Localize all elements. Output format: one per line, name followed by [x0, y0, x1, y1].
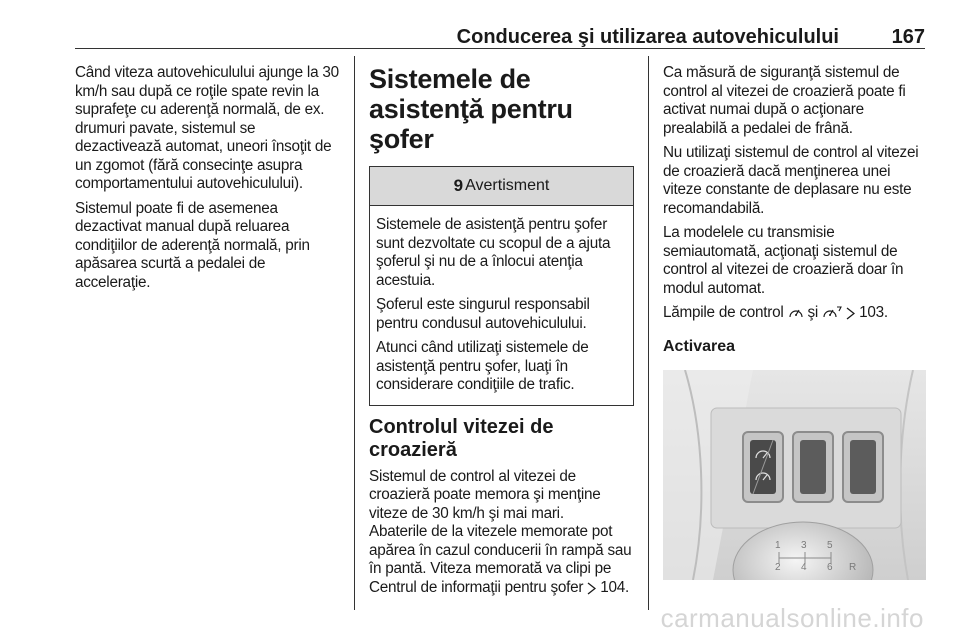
column-middle [369, 64, 634, 606]
paragraph-text: Lămpile de control [663, 304, 784, 321]
dashboard-switch-figure [663, 370, 926, 580]
column-divider [354, 56, 355, 610]
warning-body [370, 206, 633, 405]
gear-label: 6 [827, 561, 833, 573]
column-right [663, 64, 928, 580]
paragraph: Nu utilizaţi sistemul de control al vitezei de croazieră dacă menţinerea unei viteze constante de deplasare nu este recomandabilă. [663, 144, 919, 217]
page-reference[interactable]: 103. [859, 304, 888, 321]
speed-limiter-lamp-icon [822, 305, 842, 326]
warning-header [370, 167, 633, 206]
page-reference[interactable]: 104. [600, 578, 630, 596]
column-left [75, 64, 340, 298]
warning-paragraph: Sistemele de asistenţă pentru şofer sunt dezvoltate cu scopul de a ajuta şoferul şi nu de a înlocui atenţia acestuia. [376, 216, 611, 289]
paragraph-text: Abaterile de la vitezele memorate pot apărea în cazul conducerii în rampă sau în pantă. Viteza memorată va clipi pe Centrul de informaţii pentru şofer [369, 523, 632, 596]
cruise-control-lamp-icon [788, 305, 804, 326]
gear-label: 3 [801, 539, 807, 551]
gear-label: R [849, 561, 857, 573]
gear-label: 5 [827, 539, 833, 551]
warning-icon: 9 [453, 176, 464, 195]
watermark: carmanualsonline.info [660, 603, 924, 633]
warning-paragraph: Atunci când utilizaţi sistemele de asistenţă pentru şofer, luaţi în considerare condiţiile de trafic. [376, 339, 589, 393]
paragraph: Când viteza autovehiculului ajunge la 30 km/h sau după ce roţile spate revin la suprafeţe cu aderenţă normală, de ex. drumuri pavate, sistemul se dezactivează automat, uneori însoţit de un zgomot (fără consecinţe asupra comportamentului autovehiculului). [75, 64, 339, 192]
paragraph-text: şi [807, 304, 819, 321]
paragraph: La modelele cu transmisie semiautomată, acţionaţi sistemul de control al vitezei de croazieră doar în modul automat. [663, 224, 904, 297]
paragraph: Sistemul poate fi de asemenea dezactivat manual după reluarea condiţiilor de aderenţă normală, prin apăsarea scurtă a pedalei de acceleraţie. [75, 199, 310, 291]
paragraph [663, 304, 928, 326]
cross-reference-icon[interactable] [846, 307, 855, 326]
gear-label: 4 [801, 561, 807, 573]
page-number: 167 [891, 26, 925, 48]
page-header [75, 0, 925, 49]
warning-title: Avertisment [465, 177, 550, 194]
warning-box [369, 166, 634, 406]
dashboard-illustration [663, 370, 926, 580]
paragraph: Ca măsură de siguranţă sistemul de control al vitezei de croazieră poate fi activat numai după o acţionare prealabilă a pedalei de frână. [663, 64, 906, 137]
paragraph [369, 523, 634, 600]
gear-label: 2 [775, 561, 781, 573]
subsection-title: Controlul vitezei de croazieră [369, 415, 554, 461]
column-divider [648, 56, 649, 610]
warning-paragraph: Şoferul este singurul responsabil pentru condusul autovehiculului. [376, 296, 590, 332]
chapter-title: Conducerea şi utilizarea autovehiculului [456, 26, 839, 48]
gear-label: 1 [775, 539, 781, 551]
cross-reference-icon[interactable] [587, 582, 596, 601]
section-title: Sistemele de asistenţă pentru şofer [369, 64, 573, 154]
paragraph: Sistemul de control al vitezei de croazieră poate memora şi menţine viteze de 30 km/h şi mai mari. [369, 467, 601, 522]
subheading: Activarea [663, 337, 736, 355]
